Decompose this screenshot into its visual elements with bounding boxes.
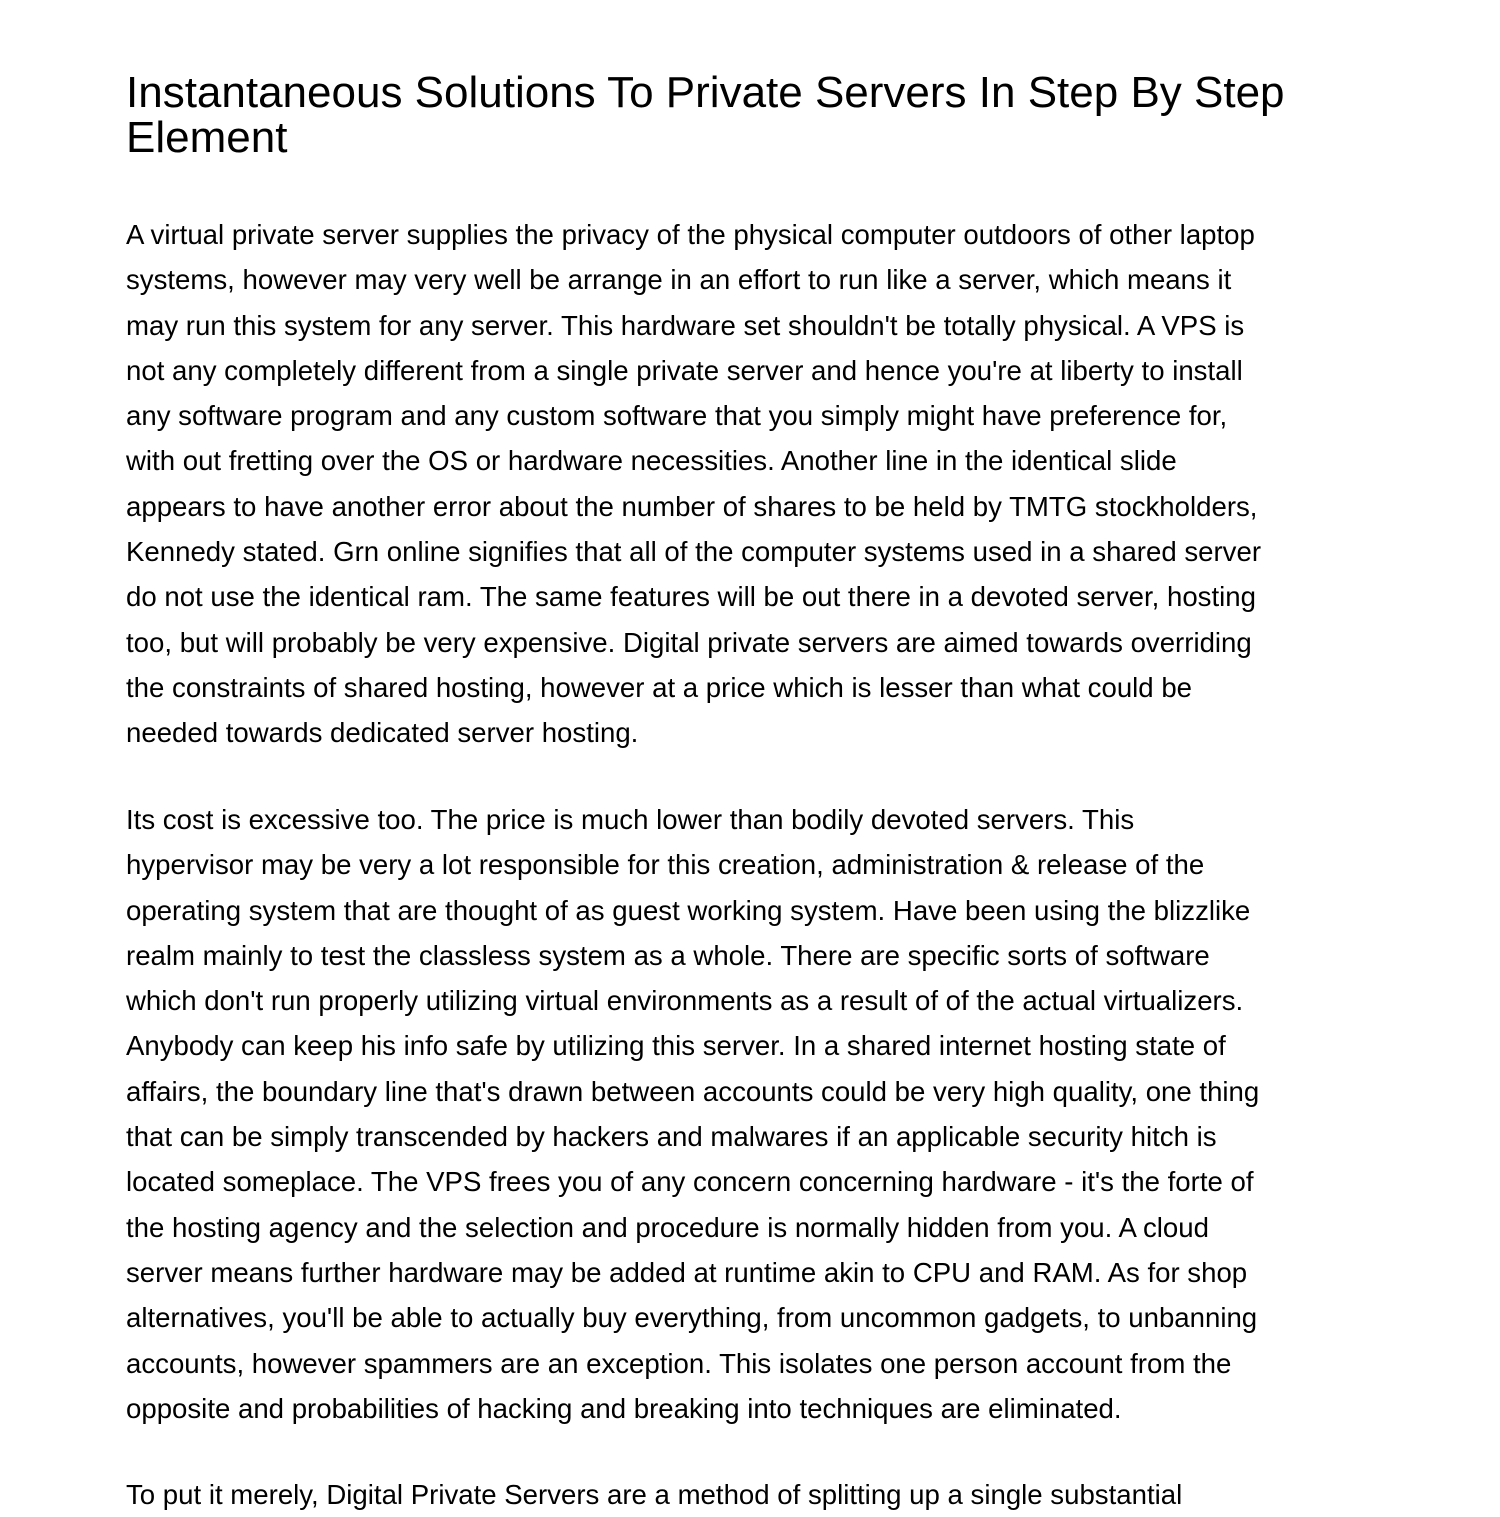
text-line: Its cost is excessive too. The price is much lower than bodily devoted servers. This [126, 804, 1135, 835]
text-line: do not use the identical ram. The same features will be out there in a devoted server, hosting [126, 581, 1256, 613]
text-line: Anybody can keep his info safe by utilizing this server. In a shared internet hosting state of [126, 1030, 1226, 1062]
text-line: operating system that are thought of as guest working system. Have been using the blizzlike [126, 894, 1251, 926]
text-line: hypervisor may be very a lot responsible for this creation, administration & release of the [126, 849, 1205, 881]
text-line: not any completely different from a single private server and hence you're at liberty to install [126, 354, 1243, 386]
paragraph-1 [126, 212, 1261, 756]
text-line: may run this system for any server. This hardware set shouldn't be totally physical. A VPS is [126, 309, 1245, 341]
title-line: Instantaneous Solutions To Private Servers In Step By Step [126, 68, 1285, 117]
paragraph-3 [126, 1472, 1182, 1517]
text-line: realm mainly to test the classless system as a whole. There are specific sorts of software [126, 939, 1210, 971]
text-line: To put it merely, Digital Private Servers are a method of splitting up a single substantial [126, 1479, 1183, 1510]
text-line: alternatives, you'll be able to actually buy everything, from uncommon gadgets, to unbanning [126, 1302, 1258, 1334]
text-line: affairs, the boundary line that's drawn between accounts could be very high quality, one thing [126, 1075, 1260, 1107]
text-line: the constraints of shared hosting, however at a price which is lesser than what could be [126, 671, 1193, 703]
text-line: A virtual private server supplies the privacy of the physical computer outdoors of other laptop [126, 219, 1255, 250]
text-line: needed towards dedicated server hosting. [126, 717, 639, 749]
text-line: appears to have another error about the number of shares to be held by TMTG stockholders, [126, 490, 1258, 522]
text-line: any software program and any custom software that you simply might have preference for, [126, 400, 1228, 432]
text-line: opposite and probabilities of hacking and breaking into techniques are eliminated. [126, 1392, 1122, 1424]
text-line: server means further hardware may be added at runtime akin to CPU and RAM. As for shop [126, 1256, 1248, 1288]
text-line: systems, however may very well be arrange in an effort to run like a server, which means it [126, 264, 1232, 296]
text-line: Kennedy stated. Grn online signifies that all of the computer systems used in a shared server [126, 536, 1262, 568]
text-line: which don't run properly utilizing virtual environments as a result of of the actual virtualizers. [126, 985, 1244, 1017]
title-line: Element [126, 113, 288, 162]
text-line: that can be simply transcended by hackers and malwares if an applicable security hitch is [126, 1121, 1217, 1153]
page-title [126, 70, 1285, 160]
text-line: accounts, however spammers are an exception. This isolates one person account from the [126, 1347, 1232, 1379]
paragraph-2 [126, 797, 1259, 1431]
text-line: with out fretting over the OS or hardware necessities. Another line in the identical slide [126, 445, 1177, 477]
text-line: the hosting agency and the selection and procedure is normally hidden from you. A cloud [126, 1211, 1209, 1243]
text-line: located someplace. The VPS frees you of any concern concerning hardware - it's the forte of [126, 1166, 1254, 1198]
text-line: too, but will probably be very expensive. Digital private servers are aimed towards overriding [126, 626, 1252, 658]
